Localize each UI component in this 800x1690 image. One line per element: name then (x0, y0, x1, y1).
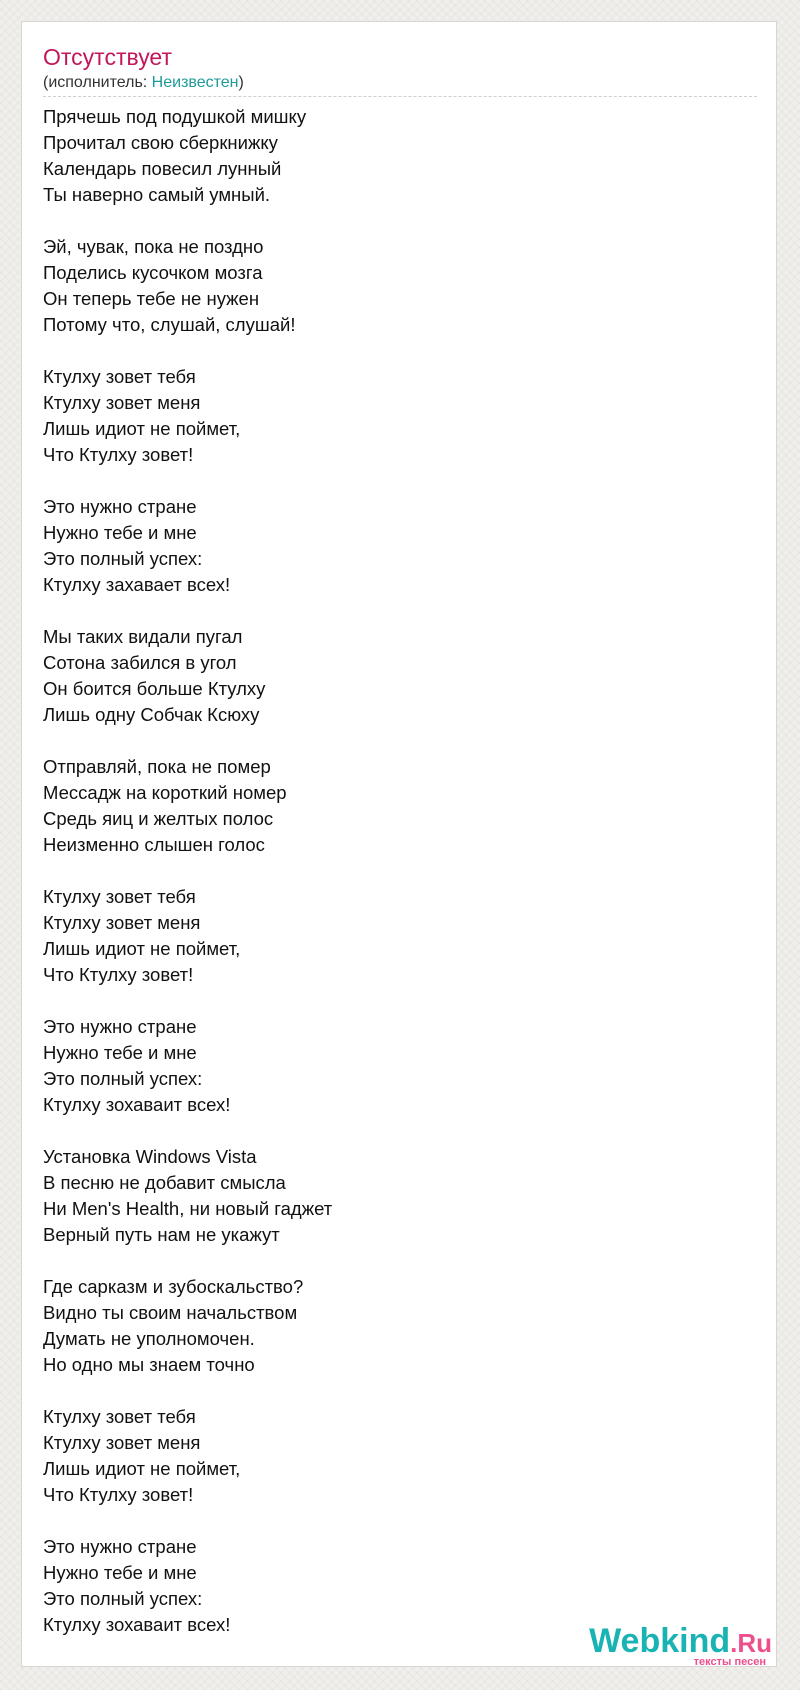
lyric-line: Верный путь нам не укажут (43, 1224, 280, 1245)
lyrics-stanza (43, 1404, 743, 1508)
lyrics-stanza (43, 1014, 743, 1118)
lyric-line: Поделись кусочком мозга (43, 262, 263, 283)
lyric-line: Лишь идиот не поймет, (43, 418, 241, 439)
lyric-line: Мы таких видали пугал (43, 626, 243, 647)
artist-prefix: (исполнитель: (43, 74, 152, 91)
lyrics-stanza (43, 364, 743, 468)
lyrics-stanza (43, 884, 743, 988)
lyrics-stanza (43, 754, 743, 858)
lyric-line: Прячешь под подушкой мишку (43, 106, 307, 127)
lyric-line: Средь яиц и желтых полос (43, 808, 274, 829)
lyric-line: Это полный успех: (43, 1068, 203, 1089)
lyric-line: Это нужно стране (43, 1016, 197, 1037)
lyrics-stanza (43, 1144, 743, 1248)
lyric-line: Это полный успех: (43, 1588, 203, 1609)
lyric-line: Это полный успех: (43, 548, 203, 569)
lyric-line: Неизменно слышен голос (43, 834, 265, 855)
lyric-line: Потому что, слушай, слушай! (43, 314, 296, 335)
lyric-line: Нужно тебе и мне (43, 522, 197, 543)
song-title: Отсутствует (43, 44, 172, 70)
lyric-line: Где сарказм и зубоскальство? (43, 1276, 304, 1297)
lyric-line: В песню не добавит смысла (43, 1172, 286, 1193)
lyric-line: Лишь идиот не поймет, (43, 938, 241, 959)
artist-suffix: ) (238, 74, 244, 91)
lyric-line: Прочитал свою сберкнижку (43, 132, 278, 153)
lyrics-stanza (43, 1274, 743, 1378)
lyric-line: Но одно мы знаем точно (43, 1354, 255, 1375)
logo-brand-tld: .Ru (730, 1628, 772, 1658)
lyric-line: Лишь одну Собчак Ксюху (43, 704, 260, 725)
lyric-line: Думать не уполномочен. (43, 1328, 255, 1349)
lyrics-stanza (43, 234, 743, 338)
lyric-line: Видно ты своим начальством (43, 1302, 298, 1323)
lyric-line: Что Ктулху зовет! (43, 964, 194, 985)
logo-brand-main: Webkind (589, 1622, 731, 1660)
lyric-line: Он теперь тебе не нужен (43, 288, 260, 309)
lyrics-stanza (43, 624, 743, 728)
lyric-line: Лишь идиот не поймет, (43, 1458, 241, 1479)
artist-link[interactable]: Неизвестен (151, 74, 239, 91)
lyric-line: Нужно тебе и мне (43, 1042, 197, 1063)
lyric-line: Сотона забился в угол (43, 652, 237, 673)
lyric-line: Это нужно стране (43, 1536, 197, 1557)
lyrics-stanza (43, 494, 743, 598)
lyric-line: Календарь повесил лунный (43, 158, 282, 179)
lyric-line: Ктулху захавает всех! (43, 574, 231, 595)
lyric-line: Эй, чувак, пока не поздно (43, 236, 264, 257)
lyrics-body (43, 104, 743, 1664)
lyric-line: Ты наверно самый умный. (43, 184, 271, 205)
lyrics-card (21, 21, 777, 1667)
lyric-line: Ктулху зовет меня (43, 1432, 201, 1453)
lyric-line: Он боится больше Ктулху (43, 678, 266, 699)
lyric-line: Ктулху зовет меня (43, 392, 201, 413)
lyric-line: Это нужно стране (43, 496, 197, 517)
lyric-line: Ктулху зовет тебя (43, 886, 196, 907)
lyric-line: Отправляй, пока не помер (43, 756, 271, 777)
webkind-logo (582, 1624, 772, 1670)
lyric-line: Ктулху зовет тебя (43, 366, 196, 387)
logo-tagline: тексты песен (693, 1656, 766, 1668)
lyric-line: Нужно тебе и мне (43, 1562, 197, 1583)
lyric-line: Мессадж на короткий номер (43, 782, 287, 803)
lyric-line: Ктулху зохаваит всех! (43, 1614, 231, 1635)
header-divider (43, 96, 757, 97)
lyric-line: Что Ктулху зовет! (43, 1484, 194, 1505)
lyric-line: Установка Windows Vista (43, 1146, 257, 1167)
logo-wordmark (589, 1624, 772, 1660)
artist-line (43, 73, 244, 92)
lyric-line: Ни Men's Health, ни новый гаджет (43, 1198, 333, 1219)
lyric-line: Ктулху зохаваит всех! (43, 1094, 231, 1115)
lyric-line: Что Ктулху зовет! (43, 444, 194, 465)
lyric-line: Ктулху зовет тебя (43, 1406, 196, 1427)
lyrics-stanza (43, 104, 743, 208)
lyric-line: Ктулху зовет меня (43, 912, 201, 933)
